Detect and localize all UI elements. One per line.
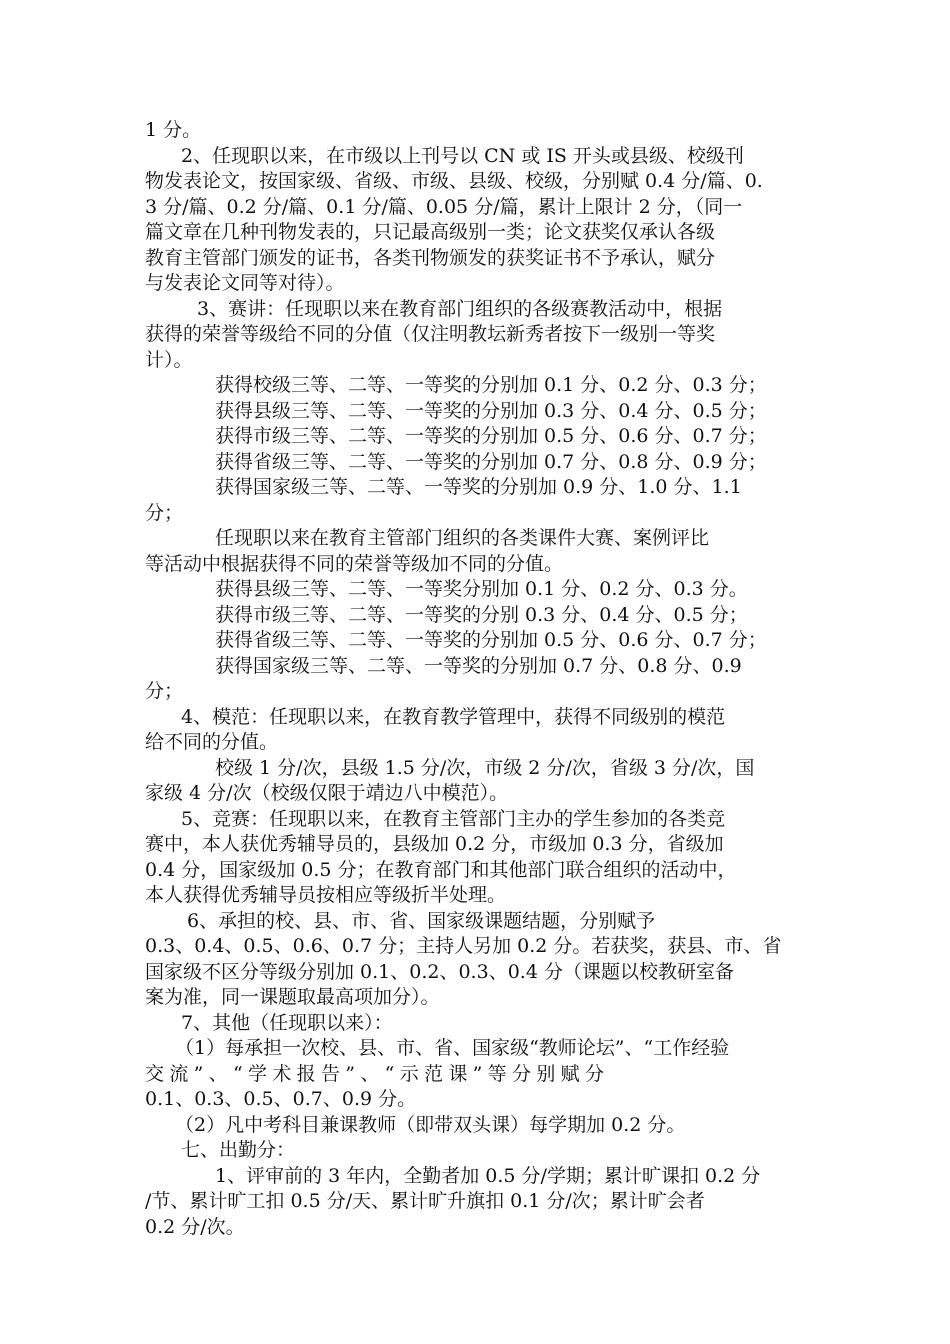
paragraph-line: 获得市级三等、二等、一等奖的分别 0.3 分、0.4 分、0.5 分； [215, 603, 748, 626]
paragraph-line: 分； [145, 501, 184, 524]
paragraph-line: 0.2 分/次。 [145, 1215, 245, 1238]
paragraph-line: （2）凡中考科目兼课教师（即带双头课）每学期加 0.2 分。 [175, 1113, 686, 1136]
paragraph-line: 案为准，同一课题取最高项加分）。 [145, 986, 440, 1008]
paragraph-line: 等活动中根据获得不同的荣誉等级加不同的分值。 [145, 552, 564, 575]
paragraph-line: 获得的荣誉等级给不同的分值（仅注明教坛新秀者按下一级别一等奖 [145, 323, 716, 345]
document-page [145, 118, 810, 1240]
paragraph-line: 物发表论文，按国家级、省级、市级、县级、校级，分别赋 0.4 分/篇、0. [145, 170, 763, 192]
paragraph-line: 计）。 [145, 348, 193, 371]
paragraph-line: 6、承担的校、县、市、省、国家级课题结题，分别赋予 [187, 909, 656, 932]
paragraph-line: 家级 4 分/次（校级仅限于靖边八中模范）。 [145, 782, 509, 804]
paragraph-line: 任现职以来在教育主管部门组织的各类课件大赛、案例评比 [215, 527, 710, 549]
paragraph-line: 获得校级三等、二等、一等奖的分别加 0.1 分、0.2 分、0.3 分； [215, 374, 767, 396]
paragraph-line: 5、竞赛：任现职以来，在教育主管部门主办的学生参加的各类竞 [181, 807, 726, 830]
paragraph-line: 本人获得优秀辅导员按相应等级折半处理。 [145, 884, 507, 906]
paragraph-line: （1）每承担一次校、县、市、省、国家级“教师论坛”、“工作经验 [175, 1037, 730, 1059]
paragraph-line: 获得省级三等、二等、一等奖的分别加 0.5 分、0.6 分、0.7 分； [215, 629, 767, 651]
paragraph-line: 七、出勤分： [181, 1139, 296, 1161]
paragraph-line: 教育主管部门颁发的证书，各类刊物颁发的获奖证书不予承认，赋分 [145, 246, 716, 269]
paragraph-line: 分； [145, 680, 184, 702]
paragraph-line: 7、其他（任现职以来）： [181, 1011, 393, 1034]
paragraph-line: 与发表论文同等对待）。 [145, 272, 345, 294]
paragraph-line: 获得县级三等、二等、一等奖的分别加 0.3 分、0.4 分、0.5 分； [215, 399, 767, 422]
paragraph-line: 篇文章在几种刊物发表的，只记最高级别一类；论文获奖仅承认各级 [145, 221, 716, 243]
paragraph-line: 0.4 分，国家级加 0.5 分；在教育部门和其他部门联合组织的活动中， [145, 858, 737, 881]
paragraph-line: 4、模范：任现职以来，在教育教学管理中，获得不同级别的模范 [181, 705, 726, 728]
paragraph-line: 赛中，本人获优秀辅导员的，县级加 0.2 分，市级加 0.3 分，省级加 [145, 833, 724, 855]
paragraph-line: 0.3、0.4、0.5、0.6、0.7 分；主持人另加 0.2 分。若获奖，获县、市、省 [145, 935, 782, 957]
paragraph-line: 校级 1 分/次，县级 1.5 分/次，市级 2 分/次，省级 3 分/次，国 [215, 756, 755, 779]
paragraph-line: 获得市级三等、二等、一等奖的分别加 0.5 分、0.6 分、0.7 分； [215, 425, 767, 447]
paragraph-line: 国家级不区分等级分别加 0.1、0.2、0.3、0.4 分（课题以校教研室备 [145, 960, 734, 983]
paragraph-line: 给不同的分值。 [145, 731, 279, 753]
paragraph-line: 0.1、0.3、0.5、0.7、0.9 分。 [145, 1088, 417, 1110]
paragraph-line: 1 分。 [145, 119, 202, 141]
paragraph-line: 获得国家级三等、二等、一等奖的分别加 0.7 分、0.8 分、0.9 [215, 654, 742, 677]
paragraph-line: 1、评审前的 3 年内，全勤者加 0.5 分/学期；累计旷课扣 0.2 分 [215, 1164, 761, 1187]
paragraph-line: 获得县级三等、二等、一等奖分别加 0.1 分、0.2 分、0.3 分。 [215, 578, 748, 600]
paragraph-line: 获得省级三等、二等、一等奖的分别加 0.7 分、0.8 分、0.9 分； [215, 450, 767, 473]
paragraph-line: /节、累计旷工扣 0.5 分/天、累计旷升旗扣 0.1 分/次；累计旷会者 [145, 1190, 705, 1212]
paragraph-line: 3 分/篇、0.2 分/篇、0.1 分/篇、0.05 分/篇，累计上限计 2 分，（同一 [145, 195, 743, 218]
paragraph-line: 交流”、“学术报告”、“示范课”等分别赋分 [145, 1062, 610, 1085]
paragraph-line: 获得国家级三等、二等、一等奖的分别加 0.9 分、1.0 分、1.1 [215, 476, 742, 498]
paragraph-line: 3、赛讲：任现职以来在教育部门组织的各级赛教活动中，根据 [197, 297, 723, 320]
paragraph-line: 2、任现职以来，在市级以上刊号以 CN 或 IS 开头或县级、校级刊 [181, 144, 744, 167]
